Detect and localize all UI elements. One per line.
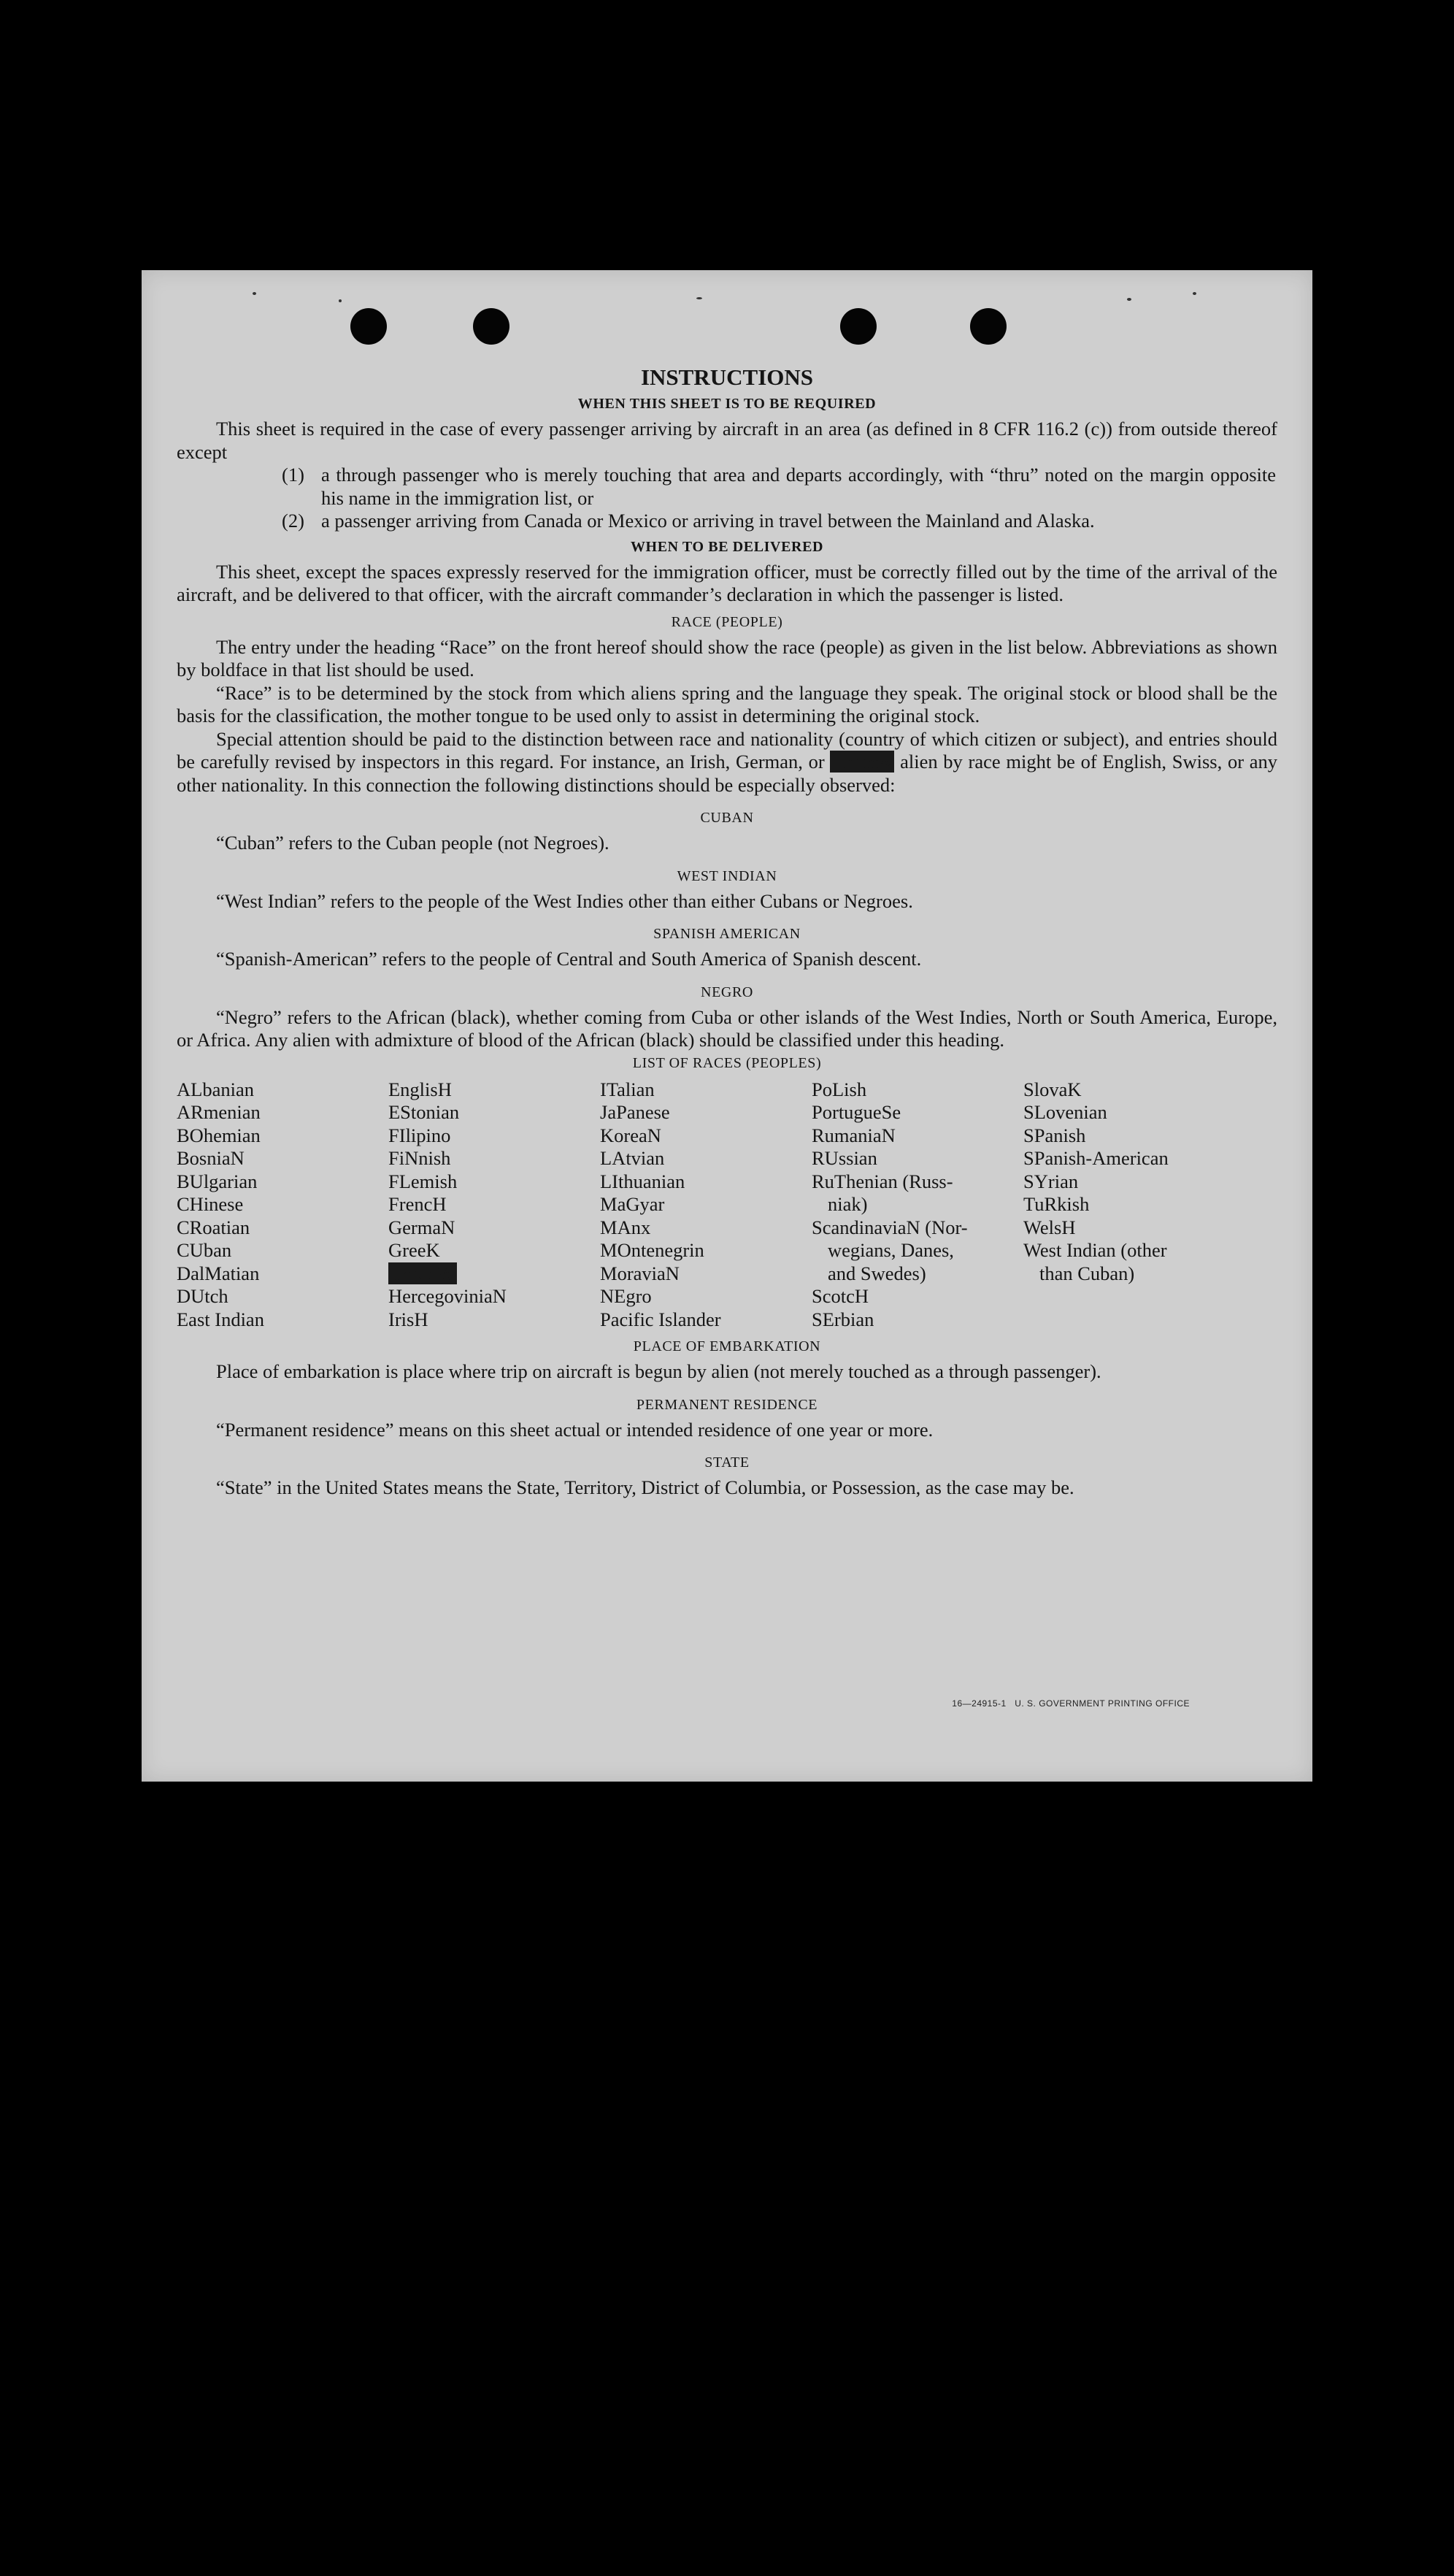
- race-entry: East Indian: [177, 1308, 264, 1330]
- race-entry: and Swedes): [828, 1262, 926, 1284]
- section-heading: WHEN THIS SHEET IS TO BE REQUIRED: [577, 396, 877, 412]
- section-heading: LIST OF RACES (PEOPLES): [632, 1054, 822, 1071]
- race-entry: GermaN: [388, 1216, 455, 1238]
- race-entry: FLemish: [388, 1170, 458, 1192]
- race-entry: SErbian: [812, 1308, 874, 1330]
- race-entry: WelsH: [1023, 1216, 1076, 1238]
- paragraph: “Race” is to be determined by the stock from which aliens spring and the language they speak. The original stock or blood shall be the basis for the classification, the mother tongue to be used only to assist in determining the original stock.: [177, 681, 1277, 727]
- race-entry: ITalian: [600, 1078, 655, 1100]
- race-entry: ALbanian: [177, 1078, 254, 1100]
- paragraph: This sheet, except the spaces expressly reserved for the immigration officer, must be correctly filled out by the time of the arrival of the aircraft, and be delivered to that officer, with the aircraft commander’s declaration in which the passenger is listed.: [177, 560, 1277, 605]
- form-number: 16—24915-1 U. S. GOVERNMENT PRINTING OFFICE: [952, 1698, 1190, 1709]
- race-entry: RumaniaN: [812, 1124, 896, 1146]
- race-entry: EStonian: [388, 1101, 460, 1123]
- race-entry: LIthuanian: [600, 1170, 685, 1192]
- section-heading: NEGRO: [701, 984, 753, 1000]
- punch-hole: [350, 308, 387, 345]
- section-heading: PERMANENT RESIDENCE: [636, 1396, 818, 1413]
- race-entry: SYrian: [1023, 1170, 1079, 1192]
- race-entry: FIlipino: [388, 1124, 451, 1146]
- list-item: (2) a passenger arriving from Canada or Mexico or arriving in travel between the Mainland and Alaska.: [282, 510, 1095, 532]
- race-entry: KoreaN: [600, 1124, 661, 1146]
- race-column: [388, 1078, 600, 1332]
- race-entry: West Indian (other: [1023, 1239, 1167, 1261]
- race-entry: NEgro: [600, 1285, 652, 1307]
- paragraph: “Spanish-American” refers to the people of Central and South America of Spanish descent.: [216, 948, 922, 970]
- race-entry: FiNnish: [388, 1147, 451, 1169]
- race-entry: BOhemian: [177, 1124, 261, 1146]
- punch-hole: [473, 308, 509, 345]
- race-column: [600, 1078, 812, 1332]
- race-entry: SPanish-American: [1023, 1147, 1169, 1169]
- paragraph: This sheet is required in the case of every passenger arriving by aircraft in an area (as defined in 8 CFR 116.2 (c)) from outside thereof except: [177, 418, 1277, 463]
- race-entry: RuThenian (Russ-: [812, 1170, 953, 1192]
- section-heading: SPANISH AMERICAN: [653, 926, 801, 942]
- race-entry: Pacific Islander: [600, 1308, 721, 1330]
- race-entry: BUlgarian: [177, 1170, 258, 1192]
- race-entry: than Cuban): [1039, 1262, 1135, 1284]
- section-heading: RACE (PEOPLE): [671, 613, 783, 630]
- race-entry: SPanish: [1023, 1124, 1086, 1146]
- race-entry: JaPanese: [600, 1101, 670, 1123]
- race-entry: MoraviaN: [600, 1262, 680, 1284]
- section-heading: PLACE OF EMBARKATION: [633, 1338, 821, 1354]
- race-entry: LAtvian: [600, 1147, 665, 1169]
- instructions-text: [177, 364, 1277, 1500]
- race-entry: FrencH: [388, 1193, 447, 1215]
- instruction-sheet: [142, 270, 1312, 1782]
- paragraph: “Negro” refers to the African (black), whether coming from Cuba or other islands of the West Indies, North or South America, Europe, or Africa. Any alien with admixture of blood of the African (black) should be classified under this heading.: [177, 1005, 1277, 1051]
- race-entry: IrisH: [388, 1308, 428, 1330]
- race-entry: DUtch: [177, 1285, 228, 1307]
- paragraph: Special attention should be paid to the distinction between race and nationality (country of which citizen or subject), and entries should be carefully revised by inspectors in this regard. For instance, an Irish, German, or Hebrew alien by race might be of English, Swiss, or any other nationality. In this connection the following distinctions should be especially observed:: [177, 727, 1278, 796]
- section-heading: WHEN TO BE DELIVERED: [630, 538, 824, 555]
- section-heading: WEST INDIAN: [677, 867, 777, 884]
- page-title: INSTRUCTIONS: [640, 364, 813, 390]
- race-entry-struck: HebreW: [390, 1262, 455, 1284]
- race-entry: PoLish: [812, 1078, 867, 1100]
- race-entry: ARmenian: [177, 1101, 261, 1123]
- race-column: [1023, 1078, 1272, 1332]
- race-list: [177, 1078, 1277, 1332]
- section-heading: STATE: [704, 1454, 750, 1471]
- race-entry: SlovaK: [1023, 1078, 1082, 1100]
- race-entry: CUban: [177, 1239, 232, 1261]
- punch-hole: [840, 308, 877, 345]
- paragraph: “State” in the United States means the State, Territory, District of Columbia, or Possession, as the case may be.: [216, 1476, 1074, 1498]
- race-entry: EnglisH: [388, 1078, 452, 1100]
- paragraph: “Permanent residence” means on this sheet actual or intended residence of one year or more.: [216, 1418, 934, 1441]
- paragraph: Place of embarkation is place where trip on aircraft is begun by alien (not merely touched as a through passenger).: [216, 1360, 1101, 1382]
- struck-out-word: Hebrew: [831, 751, 893, 773]
- race-entry: MaGyar: [600, 1193, 665, 1215]
- race-entry: MAnx: [600, 1216, 651, 1238]
- race-entry: CHinese: [177, 1193, 244, 1215]
- race-entry: niak): [828, 1193, 868, 1215]
- paragraph: The entry under the heading “Race” on the front hereof should show the race (people) as given in the list below. Abbreviations as shown by boldface in that list should be used.: [177, 635, 1277, 681]
- paragraph: “West Indian” refers to the people of the West Indies other than either Cubans or Negroes.: [216, 889, 913, 912]
- race-entry: HercegoviniaN: [388, 1285, 507, 1307]
- race-entry: PortugueSe: [812, 1101, 901, 1123]
- race-column: [812, 1078, 1023, 1332]
- race-column: [177, 1078, 388, 1332]
- race-entry: SLovenian: [1023, 1101, 1107, 1123]
- race-entry: MOntenegrin: [600, 1239, 704, 1261]
- race-entry: wegians, Danes,: [828, 1239, 954, 1261]
- race-entry: DalMatian: [177, 1262, 260, 1284]
- race-entry: BosniaN: [177, 1147, 245, 1169]
- race-entry: RUssian: [812, 1147, 877, 1169]
- list-item: (1) a through passenger who is merely touching that area and departs accordingly, with “thru” noted on the margin opposite his name in the immigration list, or: [282, 464, 1276, 509]
- race-entry: CRoatian: [177, 1216, 250, 1238]
- race-entry: ScandinaviaN (Nor-: [812, 1216, 968, 1238]
- race-entry: ScotcH: [812, 1285, 869, 1307]
- race-entry: GreeK: [388, 1239, 440, 1261]
- paragraph: “Cuban” refers to the Cuban people (not Negroes).: [216, 832, 609, 854]
- race-entry: TuRkish: [1023, 1193, 1090, 1215]
- punch-hole: [970, 308, 1007, 345]
- section-heading: CUBAN: [700, 810, 754, 826]
